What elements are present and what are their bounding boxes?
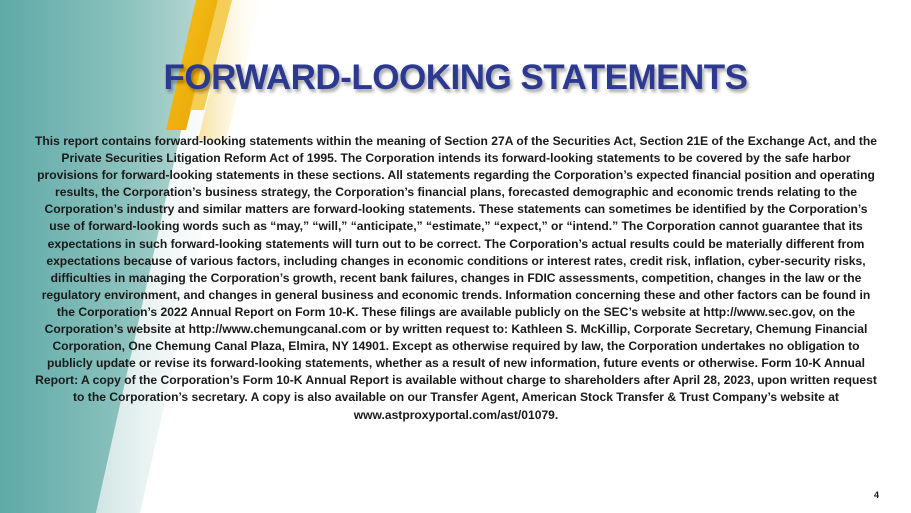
page-number: 4 <box>873 490 879 500</box>
page-title: FORWARD-LOOKING STATEMENTS <box>163 58 748 97</box>
forward-looking-statement-body: This report contains forward-looking statements within the meaning of Section 27A of the Securities Act, Section 21E of the Exchange Act, and the Private Securities Litigation Reform Act of 1995. The Corporation intends its forward-looking statements to be covered by the safe harbor provisions for forward-looking statements in these sections. All statements regarding the Corporation’s expected financial position and operating results, the Corporation’s business strategy, the Corporation’s financial plans, forecasted demographic and economic trends relating to the Corporation’s industry and similar matters are forward-looking statements. These statements can sometimes be identified by the Corporation’s use of forward-looking words such as “may,” “will,” “anticipate,” “estimate,” “expect,” or “intend.” The Corporation cannot guarantee that its expectations in such forward-looking statements will turn out to be correct. The Corporation’s actual results could be materially different from expectations because of various factors, including changes in economic conditions or interest rates, credit risk, inflation, cyber-security risks, difficulties in managing the Corporation’s growth, recent bank failures, changes in FDIC assessments, competition, changes in the law or the regulatory environment, and changes in general business and economic trends. Information concerning these and other factors can be found in the Corporation’s 2022 Annual Report on Form 10-K. These filings are available publicly on the SEC’s website at http://www.sec.gov, on the Corporation’s website at http://www.chemungcanal.com or by written request to: Kathleen S. McKillip, Corporate Secretary, Chemung Financial Corporation, One Chemung Canal Plaza, Elmira, NY 14901. Except as otherwise required by law, the Corporation undertakes no obligation to publicly update or revise its forward-looking statements, whether as a result of new information, future events or otherwise. Form 10-K Annual Report: A copy of the Corporation’s Form 10-K Annual Report is available without charge to shareholders after April 28, 2023, upon written request to the Corporation’s secretary. A copy is also available on our Transfer Agent, American Stock Transfer & Trust Company’s website at www.astproxyportal.com/ast/01079. <box>35 134 877 422</box>
